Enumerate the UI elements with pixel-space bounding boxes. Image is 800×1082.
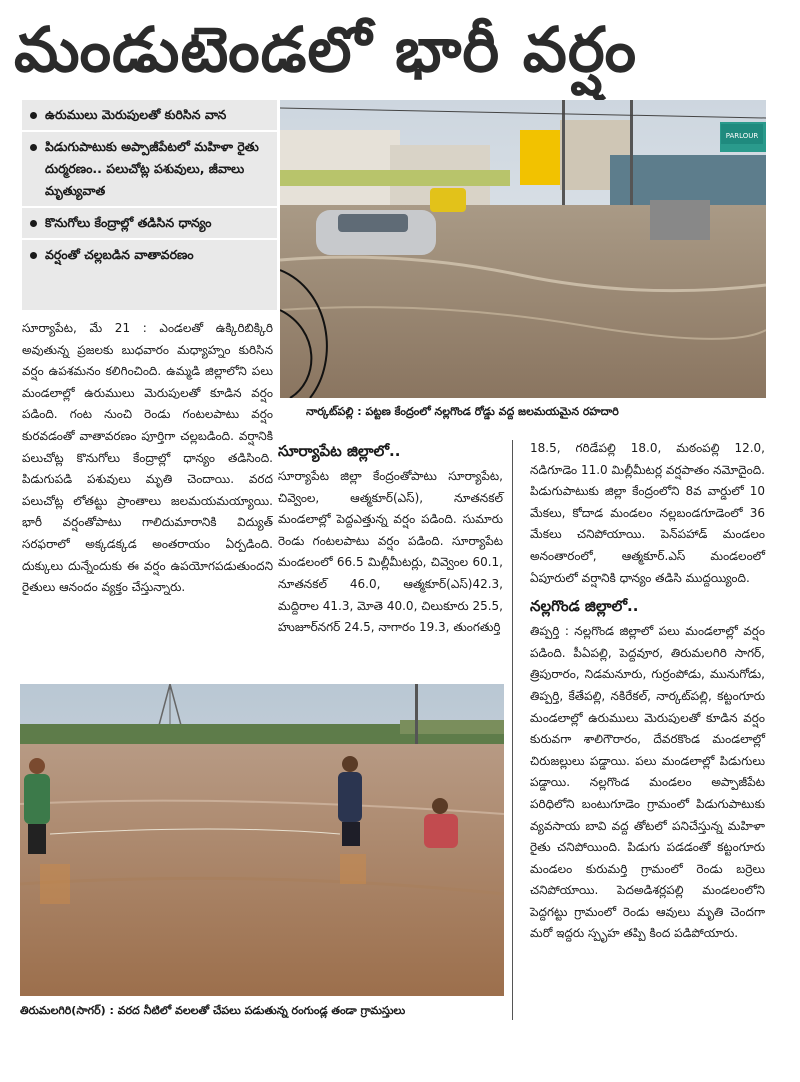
article-body-3a: 18.5, గరిడేపల్లి 18.0, మఠంపల్లి 12.0, నడిగూడెం 11.0 మిల్లీమీటర్ల వర్షపాతం నమోదైంది. పిడుగుపాటుకు జిల్లా కేంద్రంలోని 8వ వార్డులో 10 మేకలు, కోదాడ మండలం నల్లబండగూడెంలో 36 మేకలు చనిపోయాయి. పెన్‌పహాడ్ మండలం అనంతారంలో, ఆత్మకూర్.ఎస్ మండలంలో ఏపూరులో వర్షానికి ధాన్యం తడిసి ముద్దయ్యింది. — [530, 441, 765, 585]
highlight-text: వర్షంతో చల్లబడిన వాతావరణం — [45, 247, 194, 262]
shop-sign-text: PARLOUR — [725, 132, 759, 140]
article-body-3b: తిప్పర్తి : నల్లగొండ జిల్లాలో పలు మండలాల్లో వర్షం పడింది. పీఏపల్లి, పెద్దవూర, తిరుమలగిరి సాగర్, త్రిపురారం, నిడమనూరు, గుర్రంపోడు, మునుగోడు, తిప్పర్తి, కేతేపల్లి, నకిరేకల్, నార్కట్‌పల్లి, కట్టంగూరు మండలాల్లో ఉరుములు మెరుపులతో కూడిన వర్షం కురువగా శాలిగౌరారం, దేవరకొండ మండలాల్లో చిరుజల్లులు పడ్డాయి. పలు మండలాల్లో పిడుగులు పడ్డాయి. నల్లగొండ మండలం అప్పాజీపేట పరిధిలోని బంటుగూడెం గ్రామంలో పిడుగుపాటుకు వ్యవసాయ బావి వద్ద తోటలో పనిచేస్తున్న మహిళా రైతు చనిపోయింది. పిడుగు పడడంతో కట్టంగూరు మండలం కురుమర్తి గ్రామంలో రెండు బర్రెలు చనిపోయాయి. పెదఅడిశర్లపల్లి మండలంలోని పెద్దగట్టు గ్రామంలో రెండు ఆవులు మృతి చెందగా మరో ఇద్దరు స్పృహ తప్పి కింద పడిపోయారు. — [530, 624, 765, 941]
highlight-item — [22, 240, 277, 270]
bullet-icon — [30, 252, 37, 259]
villagers-fishing-photo — [20, 684, 504, 996]
highlight-text: పిడుగుపాటుకు అప్పాజీపేటలో మహిళా రైతు దుర్మరణం.. పలుచోట్ల పశువులు, జీవాలు మృత్యువాత — [45, 139, 259, 198]
flooded-street-photo — [280, 100, 766, 398]
highlight-text: కొనుగోలు కేంద్రాల్లో తడిసిన ధాన్యం — [45, 215, 212, 230]
nalgonda-subhead: నల్లగొండ జిల్లాలో.. — [530, 597, 639, 616]
highlights-box — [22, 100, 277, 310]
column-divider — [512, 440, 513, 1020]
article-column-1 — [22, 318, 273, 678]
article-body-2: సూర్యాపేట జిల్లా కేంద్రంతోపాటు సూర్యాపేట, చివ్వెంల, ఆత్మకూర్(ఎస్), నూతనకల్ మండలాల్లో పెద్దఎత్తున్న వర్షం పడింది. సుమారు రెండు గంటలపాటు వర్షం పడింది. సూర్యాపేట మండలంలో 66.5 మిల్లీమీటర్లు, చివ్వెంల 60.1, నూతనకల్ 46.0, ఆత్మకూర్(ఎస్)42.3, మద్దిరాల 41.3, మోతె 40.0, చిలుకూరు 25.5, హుజూర్‌నగర్ 24.5, నాగారం 19.3, తుంగతుర్తి — [278, 469, 503, 635]
highlight-item — [22, 208, 277, 240]
bullet-icon — [30, 220, 37, 227]
highlight-item — [22, 100, 277, 132]
article-body-1: సూర్యాపేట, మే 21 : ఎండలతో ఉక్కిరిబిక్కిరి అవుతున్న ప్రజలకు బుధవారం మధ్యాహ్నం కురిసిన వర్షం ఉపశమనం కలిగించింది. ఉమ్మడి జిల్లాలోని పలు మండలాల్లో ఉరుములు మెరుపులతో కూడిన వర్షం పడింది. గంట నుంచి రెండు గంటలపాటు వర్షం కురవడంతో వాతావరణం పూర్తిగా చల్లబడింది. వర్షానికి పలుచోట్ల కొనుగోలు కేంద్రాల్లో ధాన్యం తడిసింది. పిడుగుపడి పశువులు మృతి చెందాయి. వరద పలుచోట్ల లోతట్టు ప్రాంతాలు జలమయమయ్యాయి. భారీ వర్షంతోపాటు గాలిదుమారానికి విద్యుత్ సరఫరాలో అక్కడక్కడ అంతరాయం ఏర్పడింది. దుక్కులు దున్నేందుకు ఈ వర్షం ఉపయోగపడుతుందని రైతులు ఆనందం వ్యక్తం చేస్తున్నారు. — [22, 321, 273, 595]
headline: మండుటెండలో భారీ వర్షం — [14, 13, 638, 86]
highlight-item — [22, 132, 277, 208]
bullet-icon — [30, 144, 37, 151]
article-column-2 — [278, 438, 503, 678]
top-photo-caption: నార్కట్‌పల్లి : పట్టణ కేంద్రంలో నల్లగొండ రోడ్డు వద్ద జలమయమైన రహదారి — [306, 405, 619, 418]
highlight-text: ఉరుములు మెరుపులతో కురిసిన వాన — [45, 107, 227, 122]
suryapet-subhead: సూర్యాపేట జిల్లాలో.. — [278, 442, 401, 460]
article-column-3 — [530, 438, 765, 1028]
bottom-photo-caption: తిరుమలగిరి(సాగర్) : వరద నీటిలో వలలతో చేపలు పడుతున్న రంగుండ్ల తండా గ్రామస్తులు — [20, 1004, 406, 1017]
bullet-icon — [30, 112, 37, 119]
